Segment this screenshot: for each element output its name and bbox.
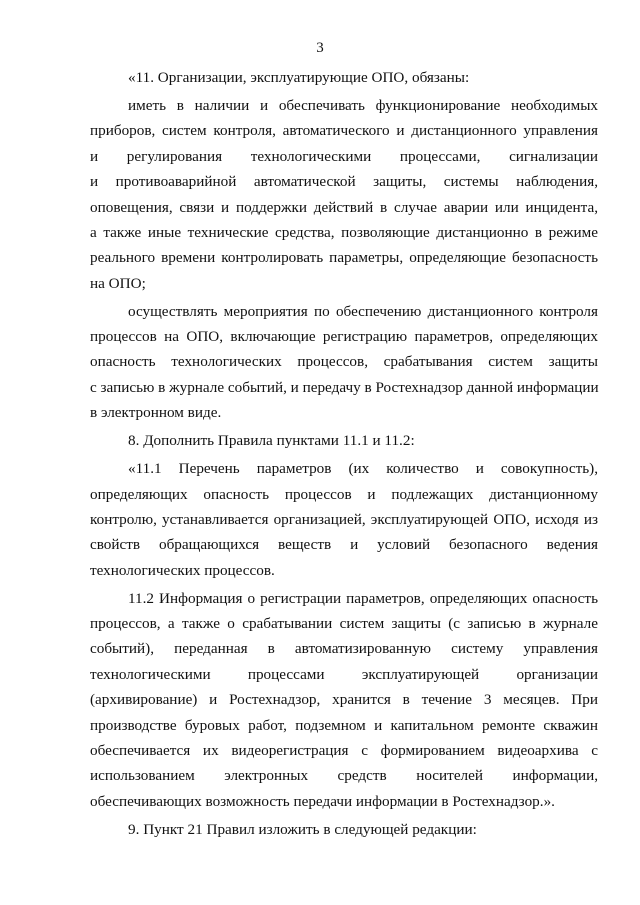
text-line: иметь в наличии и обеспечивать функционирование необходимых xyxy=(128,96,598,114)
document-body xyxy=(90,65,598,845)
text-line: на ОПО; xyxy=(90,274,146,292)
paragraph-clause-11-2 xyxy=(90,586,598,815)
text-line: и противоаварийной автоматической защиты, системы наблюдения, xyxy=(90,173,598,191)
paragraph-remote-control-obligation xyxy=(90,299,598,426)
text-line: технологическими процессами эксплуатирующей организации xyxy=(90,665,598,683)
paragraph-equipment-obligation xyxy=(90,93,598,296)
text-line: реального времени контролировать параметры, определяющие безопасность xyxy=(90,249,598,267)
paragraph-clause-11-1 xyxy=(90,456,598,583)
text-line: 11.2 Информация о регистрации параметров, определяющих опасность xyxy=(128,589,598,607)
text-line: осуществлять мероприятия по обеспечению дистанционного контроля xyxy=(128,302,598,320)
text-line: определяющих опасность процессов и подлежащих дистанционному xyxy=(90,485,598,503)
text-line: производстве буровых работ, подземном и капитальном ремонте скважин xyxy=(90,716,598,734)
paragraph-clause-8 xyxy=(90,428,598,453)
text-line: процессов, а также о срабатывании систем защиты (с записью в журнале xyxy=(90,615,598,633)
text-line: процессов на ОПО, включающие регистрацию параметров, определяющих xyxy=(90,328,598,346)
text-line: и регулирования технологическими процессами, сигнализации xyxy=(90,147,598,165)
text-line: обеспечивается их видеорегистрация с формированием видеоархива с xyxy=(90,742,598,760)
text-line: «11.1 Перечень параметров (их количество и совокупность), xyxy=(128,460,598,478)
paragraph-clause-9 xyxy=(90,817,598,842)
text-line: событий), переданная в автоматизированную систему управления xyxy=(90,640,598,658)
text-line: 8. Дополнить Правила пунктами 11.1 и 11.2: xyxy=(128,432,415,450)
text-line: обеспечивающих возможность передачи информации в Ростехнадзор.». xyxy=(90,792,555,810)
text-line: «11. Организации, эксплуатирующие ОПО, обязаны: xyxy=(128,69,470,86)
text-line: в электронном виде. xyxy=(90,404,222,422)
text-line: контролю, устанавливается организацией, эксплуатирующей ОПО, исходя из xyxy=(90,510,598,528)
text-line: 9. Пункт 21 Правил изложить в следующей редакции: xyxy=(128,820,477,838)
text-line: оповещения, связи и поддержки действий в случае аварии или инцидента, xyxy=(90,198,598,216)
text-line: свойств обращающихся веществ и условий безопасного ведения xyxy=(90,536,598,554)
text-line: а также иные технические средства, позволяющие дистанционно в режиме xyxy=(90,223,598,241)
page-number: 3 xyxy=(316,40,324,56)
text-line: технологических процессов. xyxy=(90,561,275,579)
text-line: с записью в журнале событий, и передачу в Ростехнадзор данной информации xyxy=(90,378,599,396)
text-line: (архивирование) и Ростехнадзор, хранится в течение 3 месяцев. При xyxy=(90,691,598,709)
paragraph-clause-11-intro xyxy=(90,65,598,90)
text-line: приборов, систем контроля, автоматического и дистанционного управления xyxy=(90,122,598,140)
text-line: использованием электронных средств носителей информации, xyxy=(90,767,598,785)
text-line: опасность технологических процессов, срабатывания систем защиты xyxy=(90,353,598,371)
